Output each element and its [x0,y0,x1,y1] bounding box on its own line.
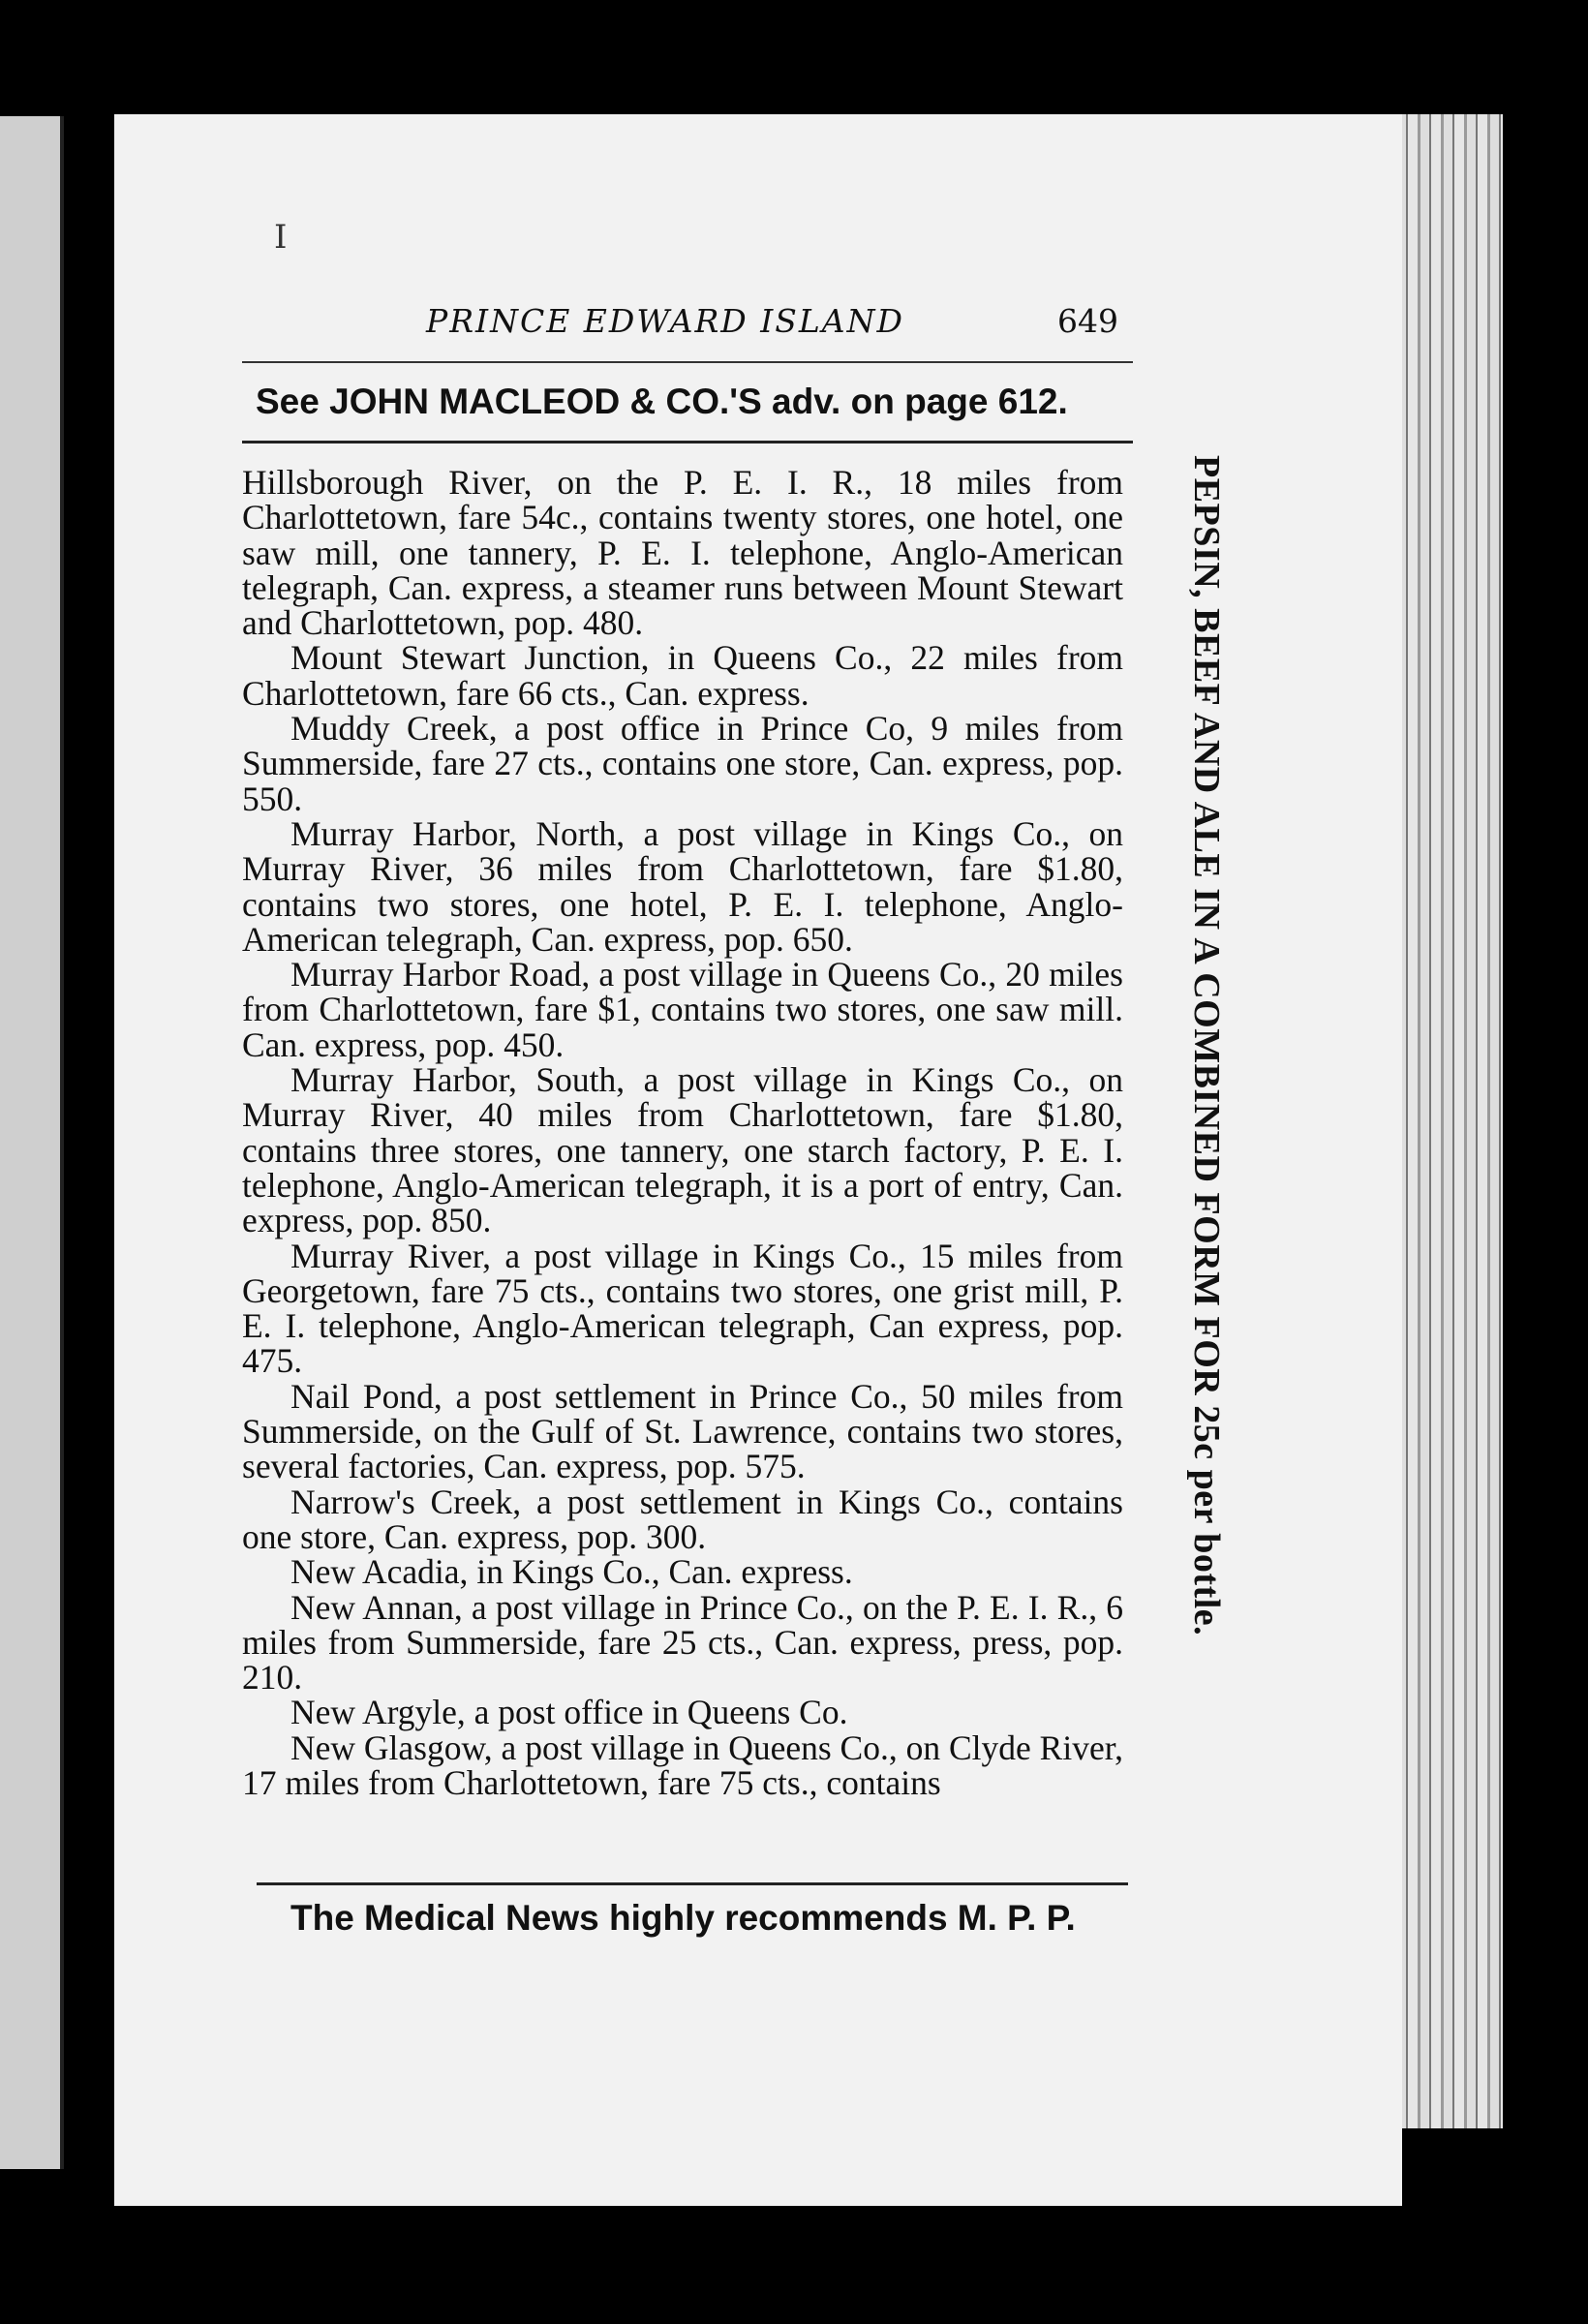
header-rule [242,361,1133,363]
facing-page-edge [0,116,64,2169]
entry-new-argyle: New Argyle, a post office in Queens Co. [290,1693,848,1732]
entry-new-annan: New Annan, a post village in Prince Co., on the P. E. I. R., 6 miles from Summerside, fare 25 cts., Can. express, press, pop. 210. [242,1587,1123,1697]
gazetteer-entries [242,465,1123,1800]
side-advertisement: PEPSIN, BEEF AND ALE IN A COMBINED FORM FOR 25c per bottle. [1186,455,1227,1636]
stray-mark: I [274,218,288,257]
entry-murray-harbor-road: Murray Harbor Road, a post village in Queens Co., 20 miles from Charlottetown, fare $1, contains two stores, one saw mill. Can. express, pop. 450. [242,955,1123,1064]
page-stack-edges [1385,114,1503,2128]
entry-murray-harbor-south: Murray Harbor, South, a post village in Kings Co., on Murray River, 40 miles from Charlottetown, fare $1.80, contains three stores, one tannery, one starch factory, P. E. I. telephone, Anglo-American telegraph, it is a port of entry, Can. express, pop. 850. [242,1060,1123,1240]
entry-narrows-creek: Narrow's Creek, a post settlement in Kings Co., contains one store, Can. express, pop. 300. [242,1482,1123,1556]
entry-nail-pond: Nail Pond, a post settlement in Prince Co., 50 miles from Summerside, on the Gulf of St. Lawrence, contains two stores, several factories, Can. express, pop. 575. [242,1376,1123,1486]
top-advertisement: See JOHN MACLEOD & CO.'S adv. on page 612. [256,382,1068,421]
bottom-rule [257,1882,1128,1885]
top-ad-rule [242,441,1133,443]
bottom-advertisement: The Medical News highly recommends M. P. P. [290,1898,1076,1938]
entry-hillsborough-river-continued: Hillsborough River, on the P. E. I. R., 18 miles from Charlottetown, fare 54c., contains twenty stores, one hotel, one saw mill, one tannery, P. E. I. telephone, Anglo-American telegraph, Can. express, a steamer runs between Mount Stewart and Charlottetown, pop. 480. [242,463,1123,643]
entry-murray-harbor-north: Murray Harbor, North, a post village in Kings Co., on Murray River, 36 miles from Charlottetown, fare $1.80, contains two stores, one hotel, P. E. I. telephone, Anglo-American telegraph, Can. express, pop. 650. [242,813,1123,959]
entry-muddy-creek: Muddy Creek, a post office in Prince Co, 9 miles from Summerside, fare 27 cts., contains one store, Can. express, pop. 550. [242,709,1123,818]
entry-murray-river: Murray River, a post village in Kings Co., 15 miles from Georgetown, fare 75 cts., contains two stores, one grist mill, P. E. I. telephone, Anglo-American telegraph, Can express, pop. 475. [242,1236,1123,1381]
running-head: PRINCE EDWARD ISLAND [426,302,904,340]
entry-new-glasgow: New Glasgow, a post village in Queens Co., on Clyde River, 17 miles from Charlottetown, fare 75 cts., contains [242,1728,1123,1802]
entry-new-acadia: New Acadia, in Kings Co., Can. express. [290,1552,853,1592]
entry-mount-stewart-junction: Mount Stewart Junction, in Queens Co., 22 miles from Charlottetown, fare 66 cts., Can. express. [242,638,1123,713]
page-number: 649 [1057,302,1118,340]
